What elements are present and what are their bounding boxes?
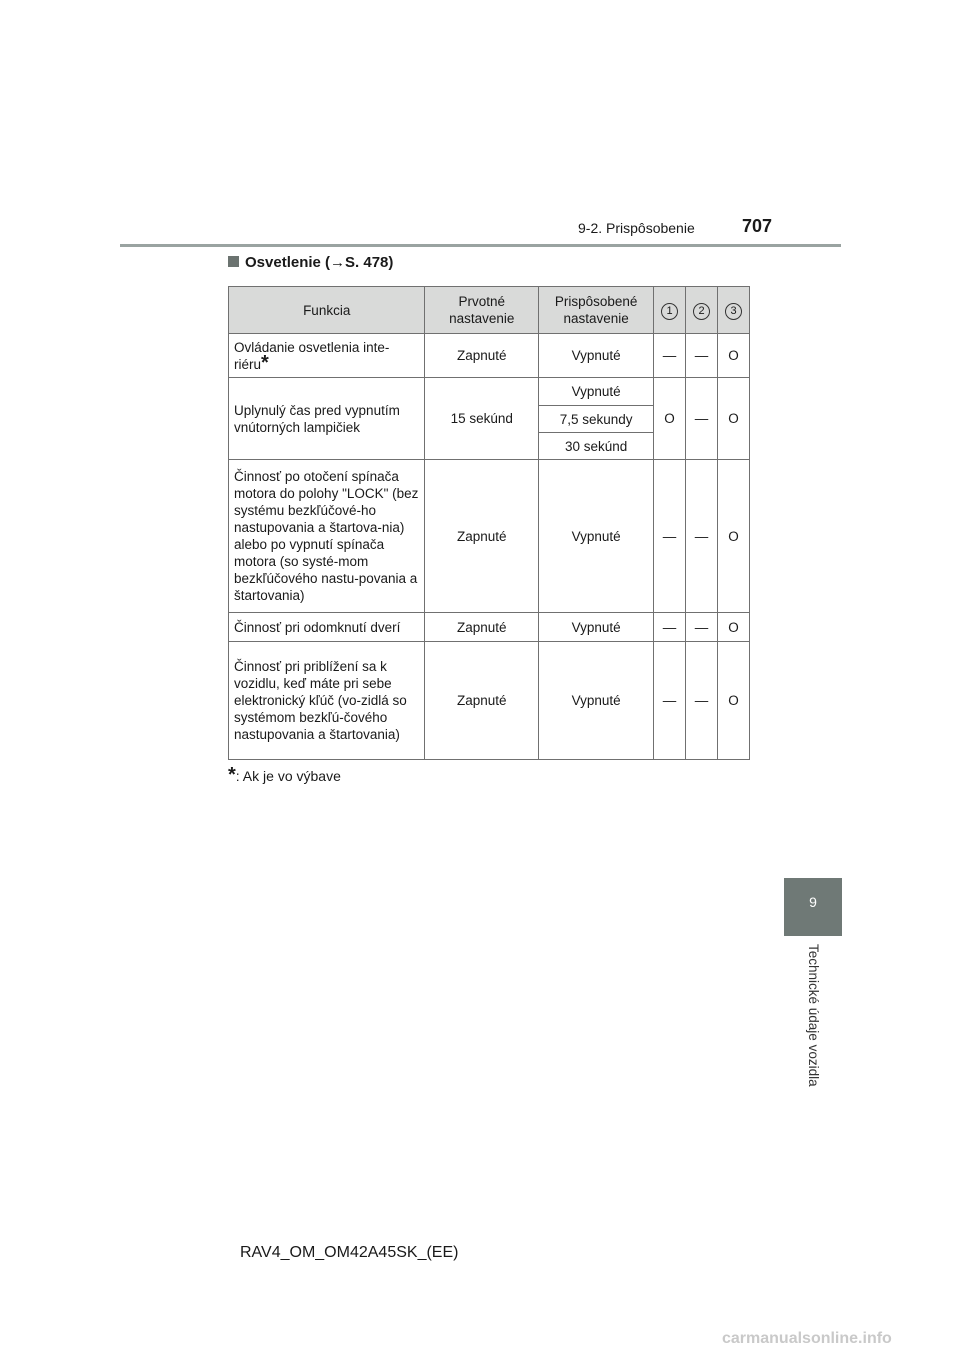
col-1-cell: — [654, 460, 686, 613]
col-1-cell: — [654, 334, 686, 378]
col-1-cell: — [654, 642, 686, 760]
col-3-cell: O [718, 334, 750, 378]
custom-cell: Vypnuté [539, 613, 654, 642]
settings-table [228, 286, 750, 760]
watermark: carmanualsonline.info [722, 1330, 892, 1347]
default-cell: Zapnuté [425, 460, 539, 613]
section-title: 9-2. Prispôsobenie [578, 220, 695, 236]
col-3-cell: O [718, 460, 750, 613]
col-3-cell: O [718, 642, 750, 760]
table-row [229, 460, 750, 613]
default-cell: Zapnuté [425, 642, 539, 760]
header-default: Prvotné nastavenie [425, 287, 539, 334]
col-1-cell: O [654, 378, 686, 460]
custom-option-cell: 30 sekúnd [539, 433, 654, 460]
function-text: Ovládanie osvetlenia inte-riéru [234, 339, 390, 372]
square-bullet-icon [228, 256, 239, 267]
section-heading [228, 254, 393, 271]
chapter-tab: 9 [784, 878, 842, 936]
header-col-1 [654, 287, 686, 334]
custom-cell: Vypnuté [539, 642, 654, 760]
default-cell: Zapnuté [425, 334, 539, 378]
custom-option-cell: Vypnuté [539, 378, 654, 406]
function-cell: Činnosť pri odomknutí dverí [229, 613, 425, 642]
chapter-label: Technické údaje vozidla [806, 944, 821, 1087]
function-cell: Činnosť po otočení spínača motora do polohy "LOCK" (bez systému bezkľúčové-ho nastupovania a štartova-nia) alebo po vypnutí spínača motora (so systé-mom bezkľúčového nastu-povania a štartovania) [229, 460, 425, 613]
section-heading-text: Osvetlenie (→S. 478) [245, 254, 394, 271]
col-2-cell: — [686, 460, 718, 613]
function-cell: Činnosť pri priblížení sa k vozidlu, keď máte pri sebe elektronický kľúč (vo-zidlá so systémom bezkľú-čového nastupovania a štartovania) [229, 642, 425, 760]
col-2-cell: — [686, 378, 718, 460]
table-row [229, 334, 750, 378]
footnote-marker: * [228, 764, 236, 786]
col-2-cell: — [686, 613, 718, 642]
custom-cell: Vypnuté [539, 460, 654, 613]
header-custom: Prispôsobené nastavenie [539, 287, 654, 334]
header-col-2 [686, 287, 718, 334]
col-2-cell: — [686, 642, 718, 760]
page-number: 707 [742, 216, 773, 236]
table-row [229, 613, 750, 642]
table-header-row [229, 287, 750, 334]
table-row [229, 642, 750, 760]
circled-2-icon: 2 [693, 303, 710, 320]
document-code: RAV4_OM_OM42A45SK_(EE) [240, 1244, 459, 1261]
footnote-marker: * [261, 351, 269, 374]
circled-3-icon: 3 [725, 303, 742, 320]
table-row [229, 378, 750, 406]
header-divider [120, 244, 841, 247]
header-col-3 [718, 287, 750, 334]
col-2-cell: — [686, 334, 718, 378]
circled-1-icon: 1 [661, 303, 678, 320]
header-function: Funkcia [229, 287, 425, 334]
col-3-cell: O [718, 613, 750, 642]
default-cell: Zapnuté [425, 613, 539, 642]
footnote-text: : Ak je vo výbave [235, 768, 341, 784]
default-cell: 15 sekúnd [425, 378, 539, 460]
function-cell [229, 334, 425, 378]
custom-option-cell: 7,5 sekundy [539, 406, 654, 433]
col-1-cell: — [654, 613, 686, 642]
footnote [228, 764, 341, 786]
custom-cell: Vypnuté [539, 334, 654, 378]
function-cell: Uplynulý čas pred vypnutím vnútorných lampičiek [229, 378, 425, 460]
col-3-cell: O [718, 378, 750, 460]
